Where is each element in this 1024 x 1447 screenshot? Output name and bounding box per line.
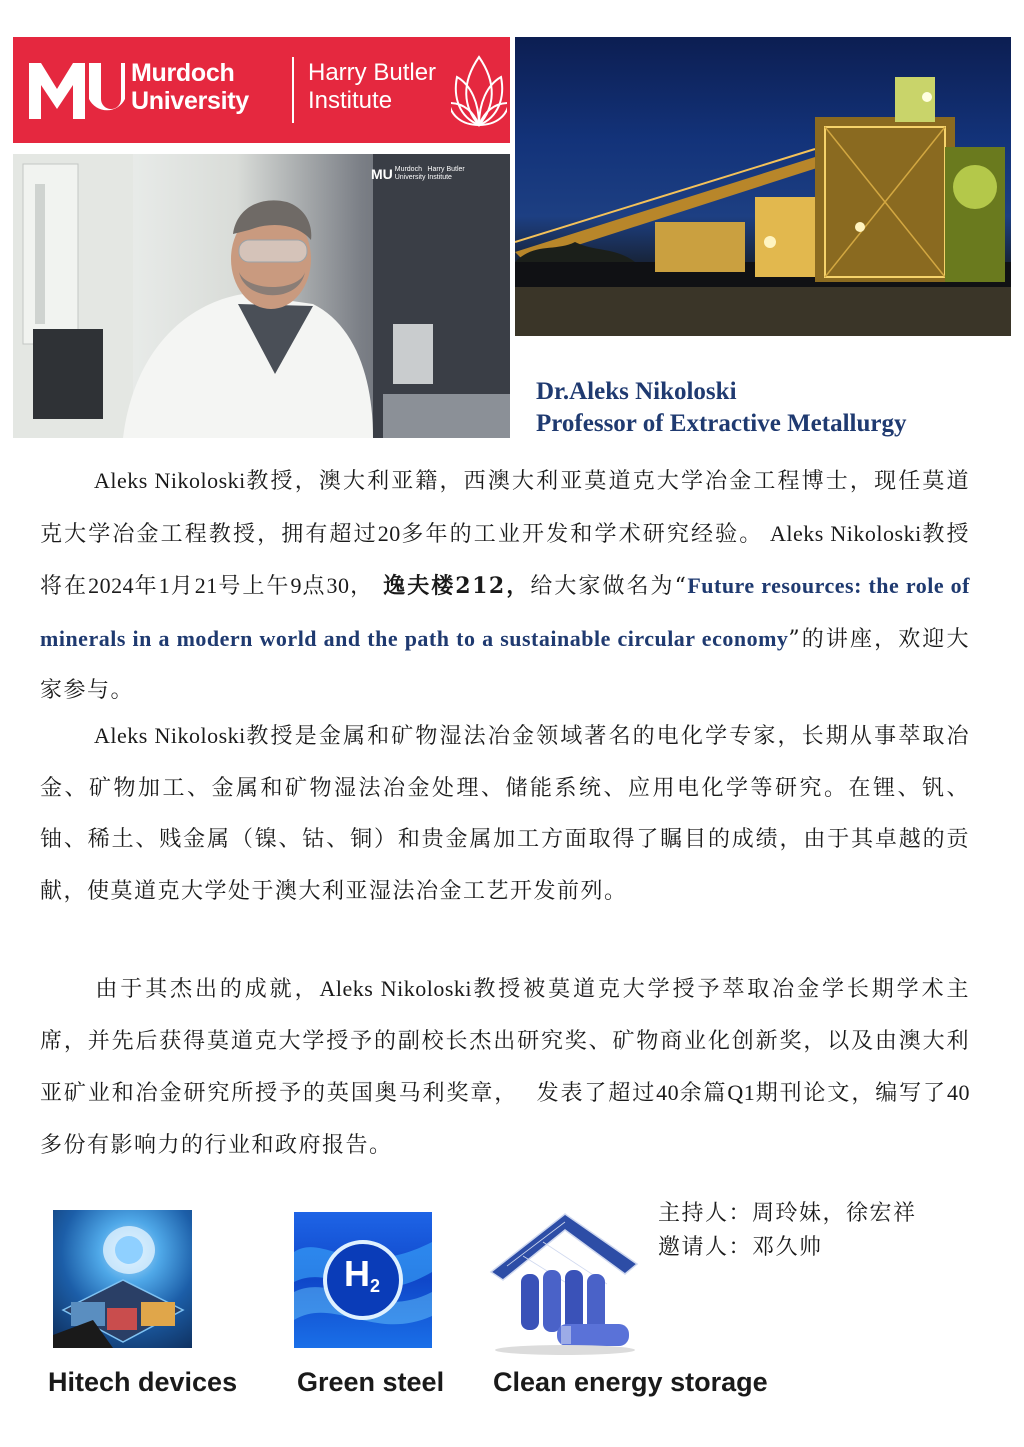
intro-paragraph: Aleks Nikoloski教授，澳大利亚籍，西澳大利亚莫道克大学冶金工程博士，现任莫道克大学冶金工程教授，拥有超过20多年的工业开发和学术研究经验。 Aleks Nikoloski教授将在2024年1月21号上午9点30， 逸夫楼212，给大家做名为“Future resources: the role of minerals in a modern world and the path to a sustainable circular economy”的讲座，欢迎大家参与。 bbox=[40, 468, 970, 703]
hitech-devices-icon bbox=[53, 1210, 192, 1348]
lecture-title: Future resources: the role of minerals in a modern world and the path to a sustainable circular economy bbox=[40, 573, 970, 651]
bio-paragraph: Aleks Nikoloski教授是金属和矿物湿法冶金领域著名的电化学专家，长期从事萃取冶金、矿物加工、金属和矿物湿法冶金处理、储能系统、应用电化学等研究。在锂、钒、铀、稀土、贱金属（镍、钴、铜）和贵金属加工方面取得了瞩目的成绩，由于其卓越的贡献，使莫道克大学处于澳大利亚湿法冶金工艺开发前列。 bbox=[40, 723, 970, 904]
h2-symbol: H2 bbox=[344, 1253, 381, 1296]
harry-butler-institute-wordmark: Harry Butler Institute bbox=[308, 59, 437, 114]
hitech-devices-caption: Hitech devices bbox=[48, 1367, 238, 1397]
professor-name: Dr.Aleks Nikoloski bbox=[536, 378, 737, 405]
hitech-devices-image bbox=[53, 1210, 192, 1348]
lecture-venue: 逸夫楼212， bbox=[383, 573, 531, 599]
professor-photo-illustration bbox=[13, 154, 510, 438]
awards-paragraph: 由于其杰出的成就，Aleks Nikoloski教授被莫道克大学授予萃取冶金学长期学术主席，并先后获得莫道克大学授予的副校长杰出研究奖、矿物商业化创新奖，以及由澳大利亚矿业和冶金研究所授予的英国奥马利奖章， 发表了超过40余篇Q1期刊论文，编写了40多份有影响力的行业和政府报告。 bbox=[40, 976, 970, 1158]
plant-photo-illustration bbox=[515, 37, 1011, 336]
clean-energy-storage-caption: Clean energy storage bbox=[493, 1367, 768, 1397]
professor-photo bbox=[13, 154, 510, 438]
green-steel-caption: Green steel bbox=[297, 1367, 445, 1397]
logo-divider bbox=[292, 57, 294, 123]
lotus-icon bbox=[451, 47, 507, 133]
green-steel-image bbox=[294, 1212, 432, 1348]
solar-battery-house-icon bbox=[487, 1208, 641, 1358]
processing-plant-photo bbox=[515, 37, 1011, 336]
murdoch-university-wordmark: Murdoch University bbox=[131, 59, 249, 115]
clean-energy-storage-image bbox=[487, 1208, 641, 1358]
host-line: 主持人：周玲妹，徐宏祥 bbox=[658, 1201, 917, 1226]
mu-logo-icon bbox=[27, 59, 125, 121]
professor-title: Professor of Extractive Metallurgy bbox=[536, 410, 907, 437]
photo-watermark-logo: MU Murdoch University Harry Butler Institute bbox=[371, 166, 465, 182]
inviter-line: 邀请人：邓久帅 bbox=[658, 1235, 823, 1260]
logo-banner bbox=[13, 37, 510, 143]
